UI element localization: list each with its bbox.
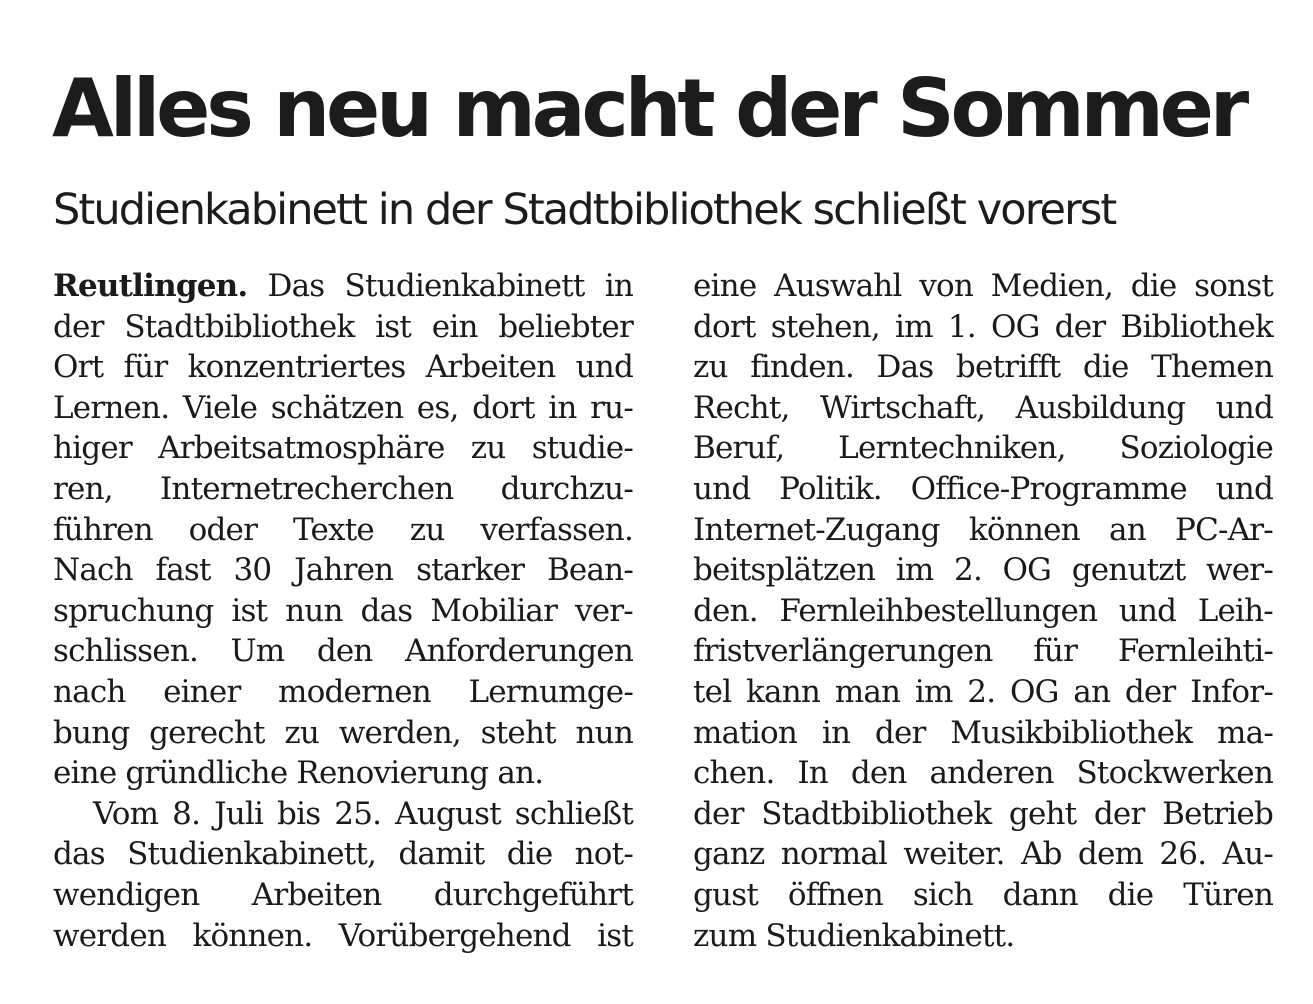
body-line: gust öffnen sich dann die Türen <box>693 876 1273 913</box>
body-line: der Stadtbibliothek ist ein beliebter <box>53 308 633 345</box>
body-line: das Studienkabinett, damit die not- <box>53 836 633 873</box>
body-line: Nach fast 30 Jahren starker Bean- <box>53 552 633 589</box>
article-subheadline: Studienkabinett in der Stadtbibliothek schließt vorerst <box>53 185 1116 235</box>
article-headline: Alles neu macht der Sommer <box>52 62 1245 155</box>
body-line: und Politik. Office-Programme und <box>693 470 1273 507</box>
body-line: Ort für konzentriertes Arbeiten und <box>53 349 633 386</box>
body-line: ganz normal weiter. Ab dem 26. Au- <box>693 836 1273 873</box>
body-line: führen oder Texte zu verfassen. <box>53 511 633 548</box>
body-line: Recht, Wirtschaft, Ausbildung und <box>693 389 1273 426</box>
body-line: eine Auswahl von Medien, die sonst <box>693 268 1273 304</box>
body-line: zum Studienkabinett. <box>693 917 1015 954</box>
article-column-left <box>53 266 633 956</box>
body-line: Lernen. Viele schätzen es, dort in ru- <box>53 389 633 426</box>
body-line: zu finden. Das betrifft die Themen <box>693 349 1273 386</box>
paragraph-start-line: Vom 8. Juli bis 25. August schließt <box>93 795 633 832</box>
article-column-right <box>693 266 1273 956</box>
body-line: eine gründliche Renovierung an. <box>53 755 544 792</box>
body-line: dort stehen, im 1. OG der Bibliothek <box>693 308 1273 345</box>
body-line: nach einer modernen Lernumge- <box>53 673 633 710</box>
body-line: ren, Internetrecherchen durchzu- <box>53 470 633 507</box>
body-line: bung gerecht zu werden, steht nun <box>53 714 633 751</box>
body-line: Internet-Zugang können an PC-Ar- <box>693 511 1273 548</box>
body-line: fristverlängerungen für Fernleihti- <box>693 633 1273 670</box>
body-line: beitsplätzen im 2. OG genutzt wer- <box>693 552 1273 589</box>
body-line: werden können. Vorübergehend ist <box>53 917 633 954</box>
body-line: mation in der Musikbibliothek ma- <box>693 714 1273 751</box>
body-line: spruchung ist nun das Mobiliar ver- <box>53 592 633 629</box>
body-line: der Stadtbibliothek geht der Betrieb <box>693 795 1273 832</box>
dateline: Reutlingen. <box>53 268 248 304</box>
body-line: higer Arbeitsatmosphäre zu studie- <box>53 430 633 467</box>
body-line: chen. In den anderen Stockwerken <box>693 755 1273 792</box>
body-text: Das Studienkabinett in <box>247 268 633 304</box>
body-line: den. Fernleihbestellungen und Leih- <box>693 592 1273 629</box>
body-line: tel kann man im 2. OG an der Infor- <box>693 673 1273 710</box>
body-line <box>53 266 633 307</box>
body-line: Beruf, Lerntechniken, Soziologie <box>693 430 1273 467</box>
body-line: schlissen. Um den Anforderungen <box>53 633 633 670</box>
body-line: wendigen Arbeiten durchgeführt <box>53 876 633 913</box>
